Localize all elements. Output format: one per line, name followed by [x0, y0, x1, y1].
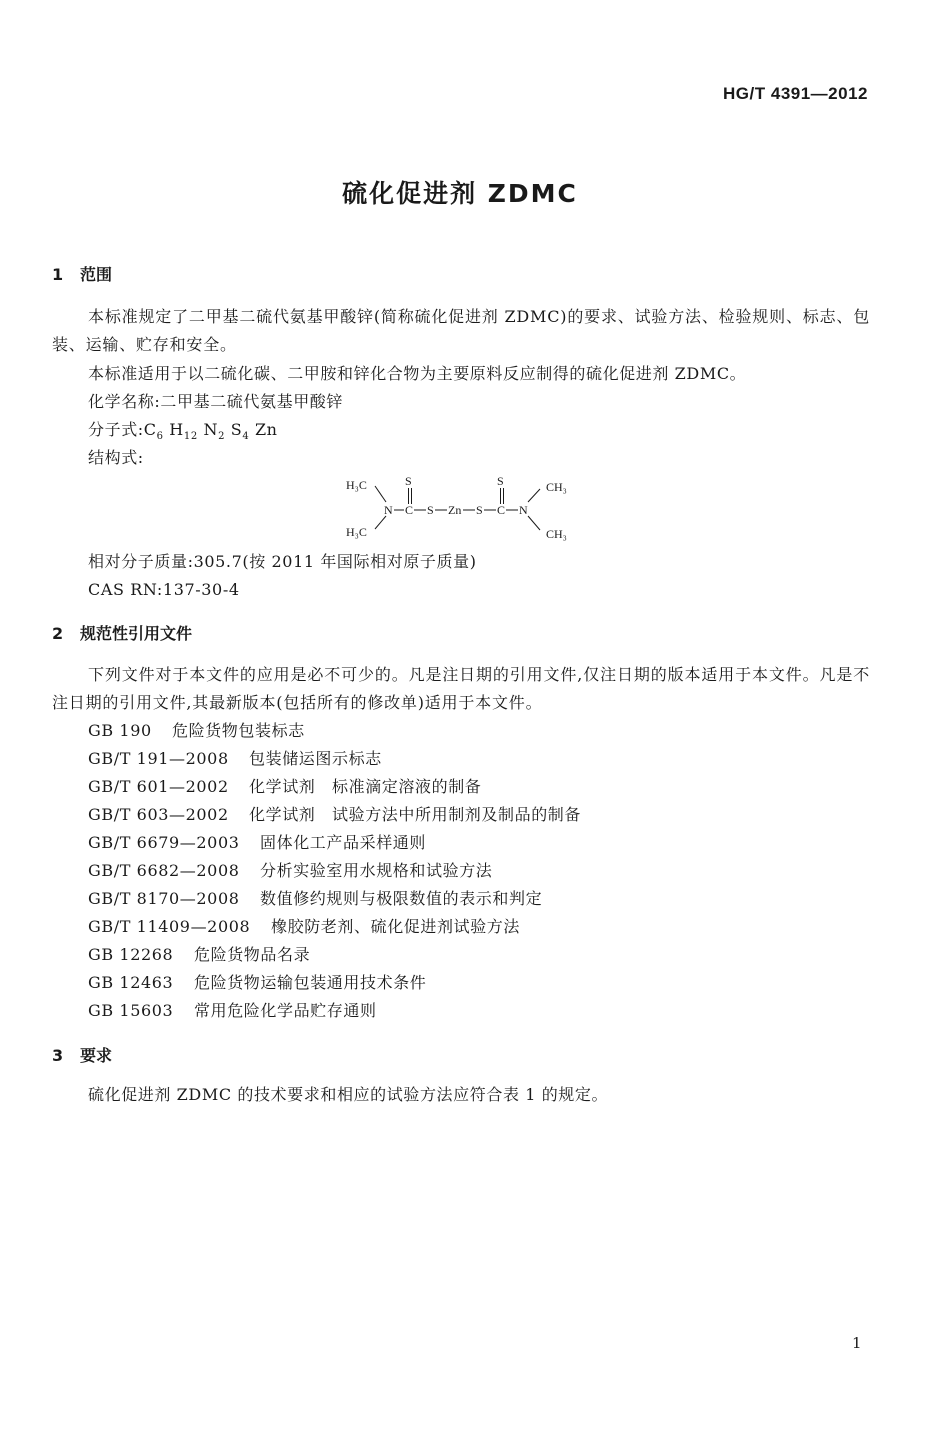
struct-bond	[375, 486, 386, 502]
struct-bond	[375, 516, 386, 529]
struct-h3c-top: H₃C	[346, 478, 367, 492]
reference-title: 常用危险化学品贮存通则	[194, 1001, 377, 1020]
reference-code: GB/T 8170—2008	[88, 889, 240, 908]
struct-s-top-left: S	[405, 474, 412, 488]
section-1-title: 范围	[80, 265, 113, 284]
page-number: 1	[852, 1334, 862, 1352]
section-3-number: 3	[52, 1046, 64, 1065]
formula-c: C	[143, 420, 157, 439]
reference-item	[88, 887, 542, 911]
molecular-formula	[88, 418, 278, 449]
formula-label: 分子式:	[88, 420, 144, 439]
reference-code: GB/T 6682—2008	[88, 861, 240, 880]
reference-code: GB/T 601—2002	[88, 777, 229, 796]
struct-zn: Zn	[448, 503, 462, 517]
reference-item	[88, 719, 305, 743]
scope-paragraph-2: 本标准适用于以二硫化碳、二甲胺和锌化合物为主要原料反应制得的硫化促进剂 ZDMC。	[88, 364, 747, 383]
reference-title: 分析实验室用水规格和试验方法	[260, 861, 493, 880]
section-1-heading	[52, 262, 112, 285]
formula-h: H	[169, 420, 184, 439]
struct-bond	[528, 489, 540, 502]
formula-s: S	[230, 420, 243, 439]
struct-h3c-bottom: H₃C	[346, 525, 367, 539]
reference-title: 危险货物品名录	[194, 945, 311, 964]
reference-item	[88, 971, 426, 995]
reference-code: GB/T 11409—2008	[88, 917, 251, 936]
reference-item	[88, 803, 581, 827]
structural-formula	[340, 472, 590, 544]
formula-n: N	[203, 420, 219, 439]
requirements-paragraph: 硫化促进剂 ZDMC 的技术要求和相应的试验方法应符合表 1 的规定。	[88, 1085, 609, 1104]
reference-item	[88, 859, 492, 883]
reference-code: GB/T 191—2008	[88, 749, 229, 768]
molecular-mass: 相对分子质量:305.7(按 2011 年国际相对原子质量)	[88, 552, 477, 571]
reference-title: 包装储运图示标志	[249, 749, 382, 768]
formula-c-count: 6	[156, 431, 164, 443]
struct-bond	[528, 516, 540, 530]
reference-title: 化学试剂 标准滴定溶液的制备	[249, 777, 482, 796]
cas-number: CAS RN:137-30-4	[88, 580, 240, 599]
scope-paragraph-1: 本标准规定了二甲基二硫代氨基甲酸锌(简称硫化促进剂 ZDMC)的要求、试验方法、检验规则、标志、包装、运输、贮存和安全。	[52, 307, 870, 354]
structure-label: 结构式:	[88, 448, 144, 467]
normative-references-paragraph: 下列文件对于本文件的应用是必不可少的。凡是注日期的引用文件,仅注日期的版本适用于本文件。凡是不注日期的引用文件,其最新版本(包括所有的修改单)适用于本文件。	[52, 665, 870, 712]
section-1-number: 1	[52, 265, 64, 284]
reference-title: 橡胶防老剂、硫化促进剂试验方法	[271, 917, 521, 936]
reference-title: 危险货物包装标志	[172, 721, 305, 740]
reference-item	[88, 943, 310, 967]
struct-n-right: N	[519, 503, 528, 517]
struct-c-right: C	[497, 503, 506, 517]
section-2-number: 2	[52, 624, 64, 643]
reference-code: GB 190	[88, 721, 152, 740]
chemical-name: 化学名称:二甲基二硫代氨基甲酸锌	[88, 392, 343, 411]
section-3-heading	[52, 1043, 112, 1066]
reference-title: 危险货物运输包装通用技术条件	[194, 973, 427, 992]
reference-item	[88, 775, 481, 799]
reference-item	[88, 831, 426, 855]
section-3-title: 要求	[80, 1046, 113, 1065]
reference-code: GB/T 6679—2003	[88, 833, 240, 852]
reference-code: GB 12268	[88, 945, 174, 964]
struct-c-left: C	[405, 503, 414, 517]
reference-title: 化学试剂 试验方法中所用制剂及制品的制备	[249, 805, 582, 824]
section-2-title: 规范性引用文件	[80, 624, 193, 643]
struct-s-right: S	[476, 503, 483, 517]
document-code: HG/T 4391—2012	[723, 84, 868, 103]
reference-code: GB/T 603—2002	[88, 805, 229, 824]
formula-n-count: 2	[218, 431, 226, 443]
reference-item	[88, 915, 520, 939]
reference-item	[88, 747, 382, 771]
struct-s-left: S	[427, 503, 434, 517]
reference-title: 固体化工产品采样通则	[260, 833, 427, 852]
struct-s-top-right: S	[497, 474, 504, 488]
struct-n-left: N	[384, 503, 393, 517]
section-2-heading	[52, 621, 192, 644]
formula-zn: Zn	[254, 420, 278, 439]
reference-item	[88, 999, 377, 1023]
struct-ch3-top: CH₃	[546, 480, 567, 494]
reference-code: GB 12463	[88, 973, 174, 992]
formula-s-count: 4	[242, 431, 250, 443]
reference-title: 数值修约规则与极限数值的表示和判定	[260, 889, 543, 908]
struct-ch3-bottom: CH₃	[546, 527, 567, 541]
reference-code: GB 15603	[88, 1001, 174, 1020]
formula-h-count: 12	[183, 431, 198, 443]
page-title: 硫化促进剂 ZDMC	[342, 179, 578, 208]
